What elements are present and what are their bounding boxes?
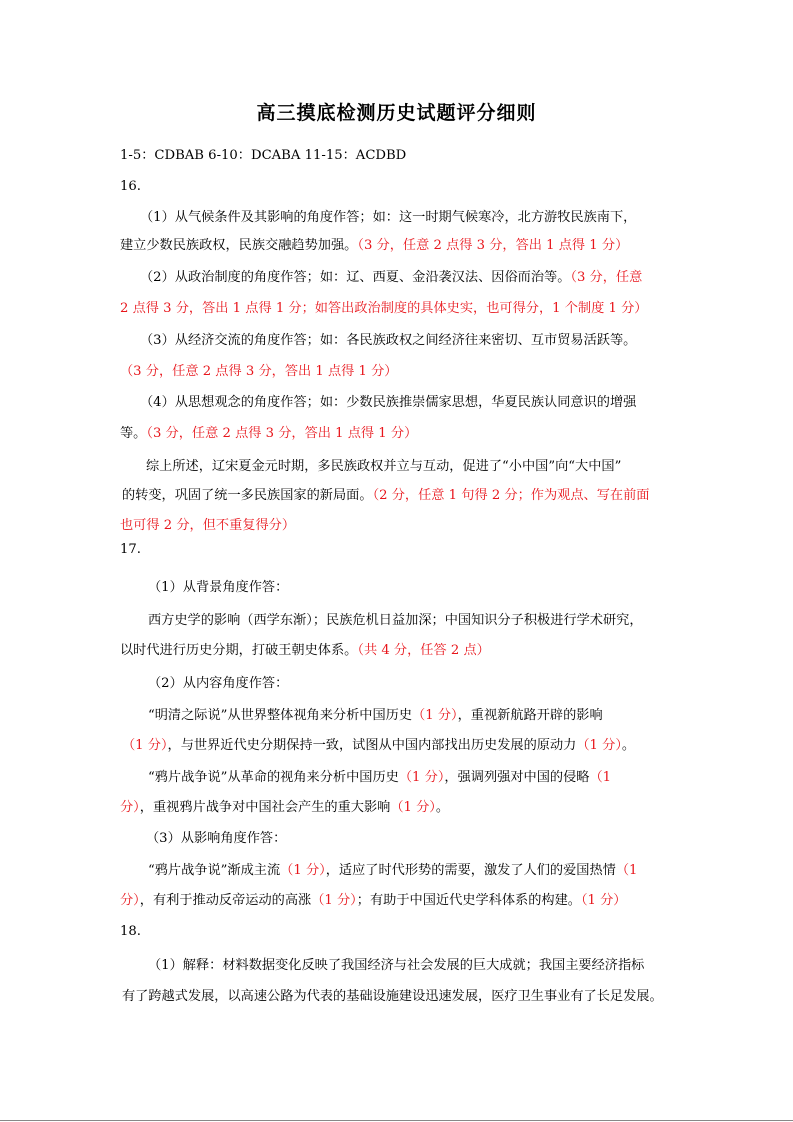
q17-content-line2 bbox=[122, 736, 635, 756]
q17-content-line4 bbox=[120, 798, 449, 818]
q16-point4-line1: （4）从思想观念的角度作答；如：少数民族推崇儒家思想，华夏民族认同意识的增强 bbox=[140, 395, 637, 410]
q17-content-score-c: （1 分） bbox=[398, 770, 445, 785]
q16-point3-score: （3 分，任意 2 点得 3 分，答出 1 点得 1 分） bbox=[120, 364, 398, 379]
q17-impact-score-b: 分） bbox=[120, 893, 140, 908]
q16-number: 16. bbox=[120, 179, 141, 194]
q17-content-text-c: “鸦片战争说”从革命的视角来分析中国历史 bbox=[148, 770, 399, 785]
q16-point1-line1: （1）从气候条件及其影响的角度作答；如：这一时期气候寒冷，北方游牧民族南下， bbox=[140, 210, 637, 225]
q17-background-score: （共 4 分，任答 2 点） bbox=[357, 643, 490, 658]
q16-point1-text: 建立少数民族政权，民族交融趋势加强。 bbox=[120, 238, 358, 253]
q17-content-score-b: （1 分） bbox=[122, 738, 168, 753]
q16-summary-score: （2 分，任意 1 句得 2 分；作为观点、写在前面 bbox=[372, 488, 650, 503]
q16-point4-score: （3 分，任意 2 点得 3 分，答出 1 点得 1 分） bbox=[146, 426, 418, 441]
q17-impact-text-a2: ，适应了时代形势的需要，激发了人们的爱国热情 bbox=[325, 863, 616, 878]
q16-point3-line1: （3）从经济交流的角度作答；如：各民族政权之间经济往来密切、互市贸易活跃等。 bbox=[140, 333, 637, 348]
page-title: 高三摸底检测历史试题评分细则 bbox=[256, 102, 537, 124]
q17-impact-text-a: “鸦片战争说”渐成主流 bbox=[148, 863, 281, 878]
q16-summary-line2 bbox=[122, 486, 649, 506]
q17-content-text-a2: ，重视新航路开辟的影响 bbox=[457, 708, 603, 723]
q17-background-heading: （1）从背景角度作答： bbox=[148, 580, 289, 595]
q16-summary-score-cont: 也可得 2 分，但不重复得分） bbox=[120, 518, 296, 533]
q16-point2-text: （2）从政治制度的角度作答；如：辽、西夏、金沿袭汉法、因俗而治等。 bbox=[140, 270, 571, 285]
q18-point1-line1: （1）解释：材料数据变化反映了我国经济与社会发展的巨大成就；我国主要经济指标 bbox=[148, 958, 645, 973]
q17-content-end-d: 。 bbox=[435, 800, 450, 815]
q17-number: 17. bbox=[120, 542, 141, 557]
q17-content-text-c2: ，强调列强对中国的侵略 bbox=[444, 770, 590, 785]
q17-impact-score-a: （1 分） bbox=[280, 863, 326, 878]
q17-content-score-b2: （1 分） bbox=[576, 738, 622, 753]
q16-point2-score-start: （3 分，任意 bbox=[570, 270, 643, 285]
q17-impact-score-b3: （1 分） bbox=[580, 893, 627, 908]
q17-content-text-d: ，重视鸦片战争对中国社会产生的重大影响 bbox=[139, 800, 391, 815]
q17-impact-heading: （3）从影响角度作答： bbox=[146, 831, 287, 846]
multiple-choice-answers: 1-5：CDBAB 6-10：DCABA 11-15：ACDBD bbox=[120, 148, 407, 163]
q16-point4-text: 等。 bbox=[120, 426, 147, 441]
q17-content-score-d2: （1 分） bbox=[390, 800, 436, 815]
q18-number: 18. bbox=[120, 924, 141, 939]
q17-content-text-b: ，与世界近代史分期保持一致，试图从中国内部找出历史发展的原动力 bbox=[167, 738, 577, 753]
q16-summary-text: 的转变，巩固了统一多民族国家的新局面。 bbox=[122, 488, 373, 503]
q17-content-score-a: （1 分） bbox=[412, 708, 458, 723]
q17-impact-text-b2: ；有助于中国近代史学科体系的构建。 bbox=[356, 893, 581, 908]
q17-content-line3 bbox=[148, 768, 611, 788]
q17-background-line2 bbox=[120, 641, 490, 661]
q16-point2-score-cont: 2 点得 3 分，答出 1 点得 1 分；如答出政治制度的具体史实，也可得分，1 个制度 1 分） bbox=[120, 301, 648, 316]
q17-content-score-c2: （1 bbox=[589, 770, 612, 785]
page-bottom-rule bbox=[0, 1120, 793, 1121]
q18-point1-line2: 有了跨越式发展，以高速公路为代表的基础设施建设迅速发展，医疗卫生事业有了长足发展。 bbox=[122, 989, 663, 1004]
q17-background-line1: 西方史学的影响（西学东渐）；民族危机日益加深；中国知识分子积极进行学术研究， bbox=[148, 613, 643, 628]
q17-content-heading: （2）从内容角度作答： bbox=[148, 676, 289, 691]
q16-point1-score: （3 分，任意 2 点得 3 分，答出 1 点得 1 分） bbox=[357, 238, 629, 253]
q16-point1-line2 bbox=[120, 236, 628, 256]
q16-point4-line2 bbox=[120, 424, 417, 444]
q17-impact-score-b2: （1 分） bbox=[311, 893, 357, 908]
q17-content-end-b: 。 bbox=[621, 738, 636, 753]
q16-summary-line1: 综上所述，辽宋夏金元时期，多民族政权并立与互动，促进了“小中国”向“大中国” bbox=[146, 459, 622, 474]
q17-content-line1 bbox=[148, 706, 603, 726]
q17-content-score-d: 分） bbox=[120, 800, 140, 815]
q16-point2-line1 bbox=[140, 268, 642, 288]
q17-impact-line1 bbox=[148, 861, 637, 881]
q17-content-text-a: “明清之际说”从世界整体视角来分析中国历史 bbox=[148, 708, 413, 723]
q17-impact-text-b: ，有利于推动反帝运动的高涨 bbox=[139, 893, 312, 908]
q17-impact-line2 bbox=[120, 891, 627, 911]
q17-impact-score-a2: （1 bbox=[615, 863, 638, 878]
q17-background-text: 以时代进行历史分期，打破王朝史体系。 bbox=[120, 643, 358, 658]
